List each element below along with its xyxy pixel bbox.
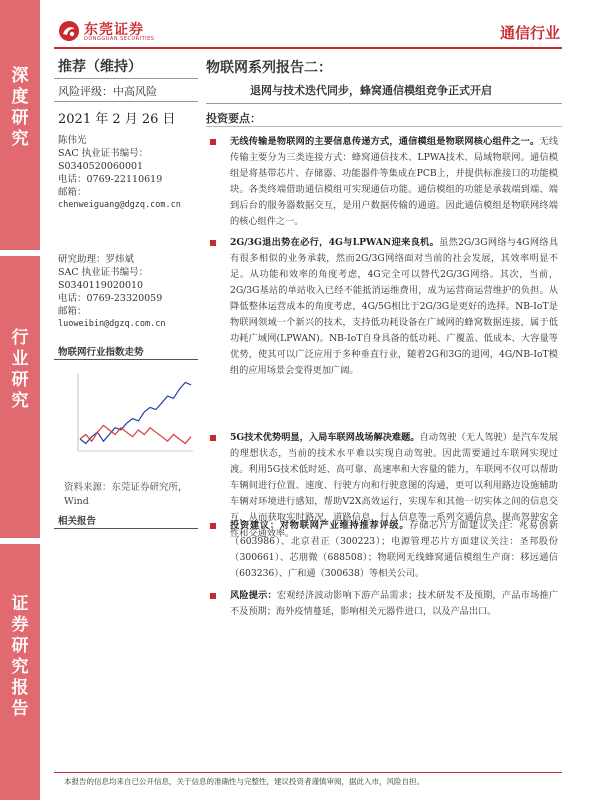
key-points-title: 投资要点： (206, 112, 261, 125)
key-point-1 (230, 134, 558, 230)
analyst-email-label: 邮箱： (58, 187, 87, 198)
key-point-5-lead: 风险提示： (230, 590, 277, 601)
key-point-4 (230, 518, 558, 582)
brand-name-cn: 东莞证券 (84, 22, 144, 38)
bullet-icon (210, 593, 216, 599)
side-tab-industry-research: 行 业 研 究 (11, 328, 29, 411)
rating: 推荐（维持） (58, 59, 142, 75)
analyst-name: 陈伟光 (58, 135, 87, 146)
header-divider (54, 47, 562, 49)
key-point-5-text: 宏观经济波动影响下游产品需求；技术研发不及预期，产品市场推广不及预期；海外疫情蔓延，影响相关元器件进口，以及产品出口。 (230, 590, 559, 617)
assistant-sac: S0340119020010 (58, 280, 144, 291)
analyst-phone: 电话：0769-22110619 (58, 174, 163, 185)
analyst-info (58, 134, 208, 212)
key-point-4-lead: 投资建议：对物联网产业维持推荐评级。 (230, 520, 410, 531)
side-tab-securities-report: 证 券 研 究 报 告 (11, 594, 29, 719)
bullet-icon (210, 523, 216, 529)
analyst-sac: S0340520060001 (58, 161, 144, 172)
logo-icon (58, 20, 80, 42)
analyst-email[interactable]: chenweiguang@dgzq.com.cn (58, 200, 181, 210)
brand-name-en: DONGGUAN SECURITIES (84, 36, 155, 42)
side-band (0, 0, 40, 800)
analyst-sac-label: SAC 执业证书编号： (58, 148, 149, 159)
key-point-4-text: 存储芯片方面建议关注：兆易创新（603986）、北京君正（300223）；电源管理芯片方面建议关注：圣邦股份（300661）、芯朋微（688508）；物联网无线蜂窝通信模组生产商：移远通信（603236）、广和通（300638）等相关公司。 (230, 520, 559, 579)
key-point-1-text: 无线传输主要分为三类连接方式：蜂窝通信技术、LPWA技术、局域物联网。通信模组是将基带芯片、存储器、功能器件等集成在PCB上，并提供标准接口的功能模块。各类终端借助通信模组可实现通信功能。通信模组的功能是承载端到端、端到后台的服务器数据交互，是用户数据传输的通道。因此通信模组是物联网终端的核心组件之一。 (230, 136, 559, 227)
bullet-icon (210, 435, 216, 441)
chart-source: 资料来源：东莞证券研究所，Wind (64, 482, 188, 507)
key-point-5 (230, 588, 558, 620)
key-point-2 (230, 235, 558, 379)
side-tab-deep-research: 深 度 研 究 (11, 66, 29, 149)
risk-rating: 风险评级：中高风险 (58, 85, 157, 98)
assistant-email[interactable]: luoweibin@dgzq.com.cn (58, 319, 166, 329)
industry-label: 通信行业 (499, 24, 560, 42)
footer-disclaimer: 本报告的信息均来自已公开信息，关于信息的准确性与完整性，建议投资者谨慎审阅，据此入市，风险自担。 (64, 777, 424, 786)
bullet-icon (210, 139, 216, 145)
chart-series-line-2 (80, 425, 191, 443)
related-reports-title: 相关报告 (58, 516, 97, 527)
chart-title: 物联网行业指数走势 (58, 347, 144, 358)
index-trend-chart (58, 366, 198, 466)
assistant-info (58, 253, 208, 331)
report-date: 2021 年 2 月 26 日 (58, 112, 176, 127)
key-point-2-lead: 2G/3G退出势在必行，4G与LPWAN迎来良机。 (230, 237, 440, 248)
report-subtitle: 退网与技术迭代同步，蜂窝通信模组竞争正式开启 (250, 84, 492, 97)
assistant-email-label: 邮箱： (58, 306, 87, 317)
assistant-phone: 电话：0769-23320059 (58, 293, 163, 304)
report-title: 物联网系列报告二： (206, 60, 332, 76)
bullet-icon (210, 240, 216, 246)
key-point-3-text: 自动驾驶（无人驾驶）是汽车发展的理想状态，当前的技术水平难以实现自动驾驶。因此需要通过车联网实现过渡。利用5G技术低时延、高可靠、高速率和大容量的能力，车联网不仅可以帮助车辆间进行位置、速度、行驶方向和行驶意图的沟通，更可以利用路边设施辅助车辆对环境进行感知，帮助V2X高效运行，实现车和其他一切实体之间的信息交互，从而获取实时路况、道路信息、行人信息等一系列交通信息，提高驾驶安全性和交通效率。 (230, 432, 558, 539)
assistant-name: 研究助理：罗炜斌 (58, 254, 135, 265)
key-point-1-lead: 无线传输是物联网的主要信息传递方式，通信模组是物联网核心组件之一。 (230, 136, 540, 147)
key-point-3-lead: 5G技术优势明显，入局车联网战场解决难题。 (230, 432, 420, 443)
assistant-sac-label: SAC 执业证书编号： (58, 267, 149, 278)
key-point-2-text: 虽然2G/3G网络与4G网络具有很多相似的业务承载，然而2G/3G网络面对当前的社会发展，其效率明显不足。从功能和效率的角度考虑，4G完全可以替代2G/3G网络。其次，当前，2G/3G基站的单站收入已经不能抵消运维费用，成为运营商运营维护的负担。从降低整体运营成本的角度考虑，4G/5G相比于2G/3G是更好的选择。NB-IoT是物联网领域一个新兴的技术，支持低功耗设备在广域网的蜂窝数据连接，属于低功耗广域网(LPWAN)。NB-IoT自身具备的低功耗、广覆盖、低成本、大容量等优势，使其可以广泛应用于多种垂直行业，随着2G和3G的退网，4G/NB-IoT模组的应用场景会变得更加广阔。 (230, 237, 559, 376)
